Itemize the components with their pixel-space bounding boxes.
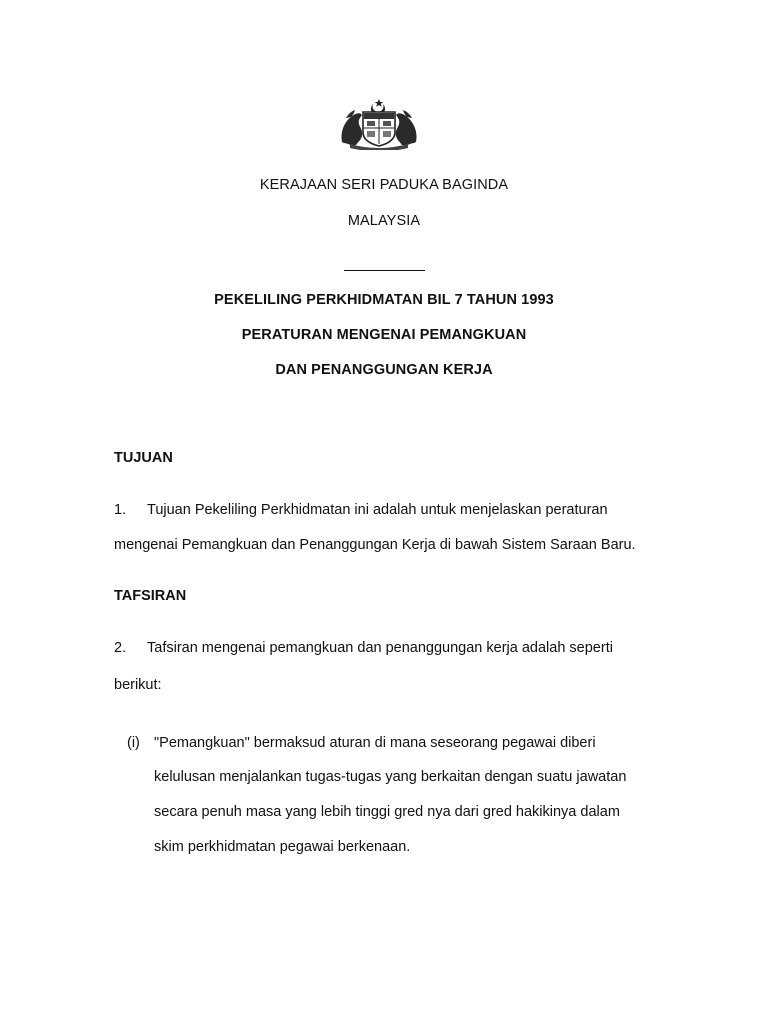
list-item-line-4: skim perkhidmatan pegawai berkenaan. <box>154 839 411 855</box>
list-item-line-3: secara penuh masa yang lebih tinggi gred nya dari gred hakikinya dalam <box>154 804 620 820</box>
paragraph-2-line-1 <box>114 640 613 656</box>
paragraph-number: 1. <box>114 502 127 518</box>
title-divider <box>344 270 425 271</box>
paragraph-number: 2. <box>114 640 127 656</box>
paragraph-text: Tujuan Pekeliling Perkhidmatan ini adalah untuk menjelaskan peraturan <box>147 502 608 518</box>
circular-title-line-1: PEKELILING PERKHIDMATAN BIL 7 TAHUN 1993 <box>214 292 554 308</box>
country-name: MALAYSIA <box>347 213 421 229</box>
section-heading-tujuan: TUJUAN <box>114 450 173 466</box>
coat-of-arms-emblem <box>336 98 422 150</box>
circular-title-line-3: DAN PENANGGUNGAN KERJA <box>275 362 493 378</box>
paragraph-text: Tafsiran mengenai pemangkuan dan penanggungan kerja adalah seperti <box>147 640 613 656</box>
circular-title-line-2: PERATURAN MENGENAI PEMANGKUAN <box>241 327 527 343</box>
section-heading-tafsiran: TAFSIRAN <box>114 588 187 604</box>
paragraph-1-line-2: mengenai Pemangkuan dan Penanggungan Kerja di bawah Sistem Saraan Baru. <box>114 537 636 553</box>
paragraph-2-line-2: berikut: <box>114 677 162 693</box>
paragraph-1-line-1 <box>114 502 608 518</box>
list-item-marker: (i) <box>127 735 140 751</box>
government-name: KERAJAAN SERI PADUKA BAGINDA <box>259 177 509 193</box>
list-item-line-2: kelulusan menjalankan tugas-tugas yang berkaitan dengan suatu jawatan <box>154 769 627 785</box>
list-item-line-1: "Pemangkuan" bermaksud aturan di mana seseorang pegawai diberi <box>154 735 596 751</box>
